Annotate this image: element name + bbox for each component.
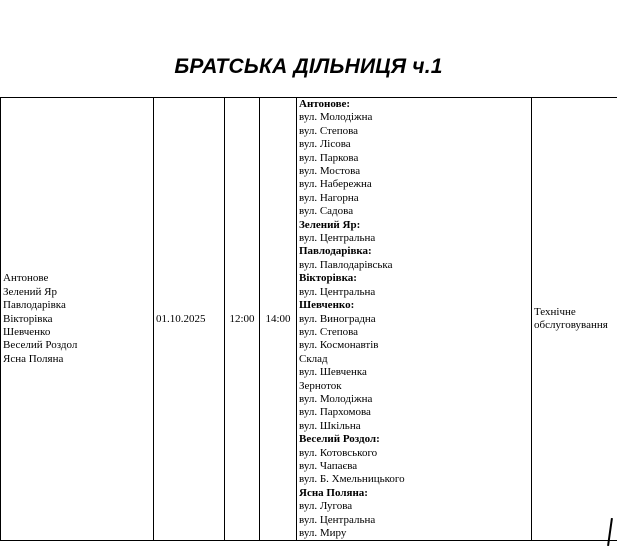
outage-schedule-table bbox=[0, 97, 617, 541]
street-line: вул. Молодіжна bbox=[299, 111, 373, 124]
street-line: Склад bbox=[299, 352, 328, 365]
street-line: Шевченко: bbox=[299, 299, 355, 312]
settlements-cell bbox=[1, 98, 154, 541]
street-line: вул. Набережна bbox=[299, 178, 372, 191]
settlement-name: Шевченко bbox=[3, 325, 51, 338]
street-line: Зелений Яр: bbox=[299, 218, 361, 231]
street-line: вул. Мостова bbox=[299, 165, 361, 178]
end-time-cell: 14:00 bbox=[260, 98, 297, 541]
street-line: вул. Чапаєва bbox=[299, 459, 358, 472]
streets-cell bbox=[297, 98, 532, 541]
street-line: вул. Степова bbox=[299, 124, 359, 137]
street-line: вул. Молодіжна bbox=[299, 392, 373, 405]
street-line: вул. Котовського bbox=[299, 446, 378, 459]
street-line: вул. Б. Хмельницького bbox=[299, 473, 405, 486]
settlement-name: Вікторівка bbox=[3, 312, 53, 325]
street-line: вул. Нагорна bbox=[299, 191, 359, 204]
street-line: вул. Павлодарівська bbox=[299, 258, 393, 271]
street-line: вул. Степова bbox=[299, 325, 359, 338]
table-row bbox=[1, 98, 617, 541]
street-line: вул. Шкільна bbox=[299, 419, 361, 432]
start-time-cell: 12:00 bbox=[225, 98, 260, 541]
settlement-name: Зелений Яр bbox=[3, 285, 58, 298]
reason-cell: Технічне обслуговування bbox=[532, 98, 617, 541]
date-cell: 01.10.2025 bbox=[154, 98, 225, 541]
street-line: Зерноток bbox=[299, 379, 342, 392]
street-line: вул. Космонавтів bbox=[299, 339, 379, 352]
street-line: вул. Паркова bbox=[299, 151, 359, 164]
street-line: вул. Виноградна bbox=[299, 312, 376, 325]
street-line: Павлодарівка: bbox=[299, 245, 372, 258]
settlement-name: Ясна Поляна bbox=[3, 352, 64, 365]
street-line: Веселий Роздол: bbox=[299, 433, 380, 446]
street-line: вул. Лісова bbox=[299, 138, 351, 151]
street-line: Антонове: bbox=[299, 98, 351, 110]
document-title: БРАТСЬКА ДІЛЬНИЦЯ ч.1 bbox=[174, 55, 443, 78]
street-line: вул. Пархомова bbox=[299, 406, 371, 419]
street-line: вул. Садова bbox=[299, 205, 354, 218]
street-line: вул. Центральна bbox=[299, 285, 376, 298]
settlement-name: Антонове bbox=[3, 272, 49, 285]
street-line: Ясна Поляна: bbox=[299, 486, 368, 499]
street-line: вул. Центральна bbox=[299, 513, 376, 526]
street-line: вул. Миру bbox=[299, 527, 347, 539]
settlement-name: Веселий Роздол bbox=[3, 339, 78, 352]
street-line: Вікторівка: bbox=[299, 272, 357, 285]
settlement-name: Павлодарівка bbox=[3, 299, 66, 312]
street-line: вул. Центральна bbox=[299, 232, 376, 245]
street-line: вул. Лугова bbox=[299, 500, 353, 513]
street-line: вул. Шевченка bbox=[299, 366, 367, 379]
